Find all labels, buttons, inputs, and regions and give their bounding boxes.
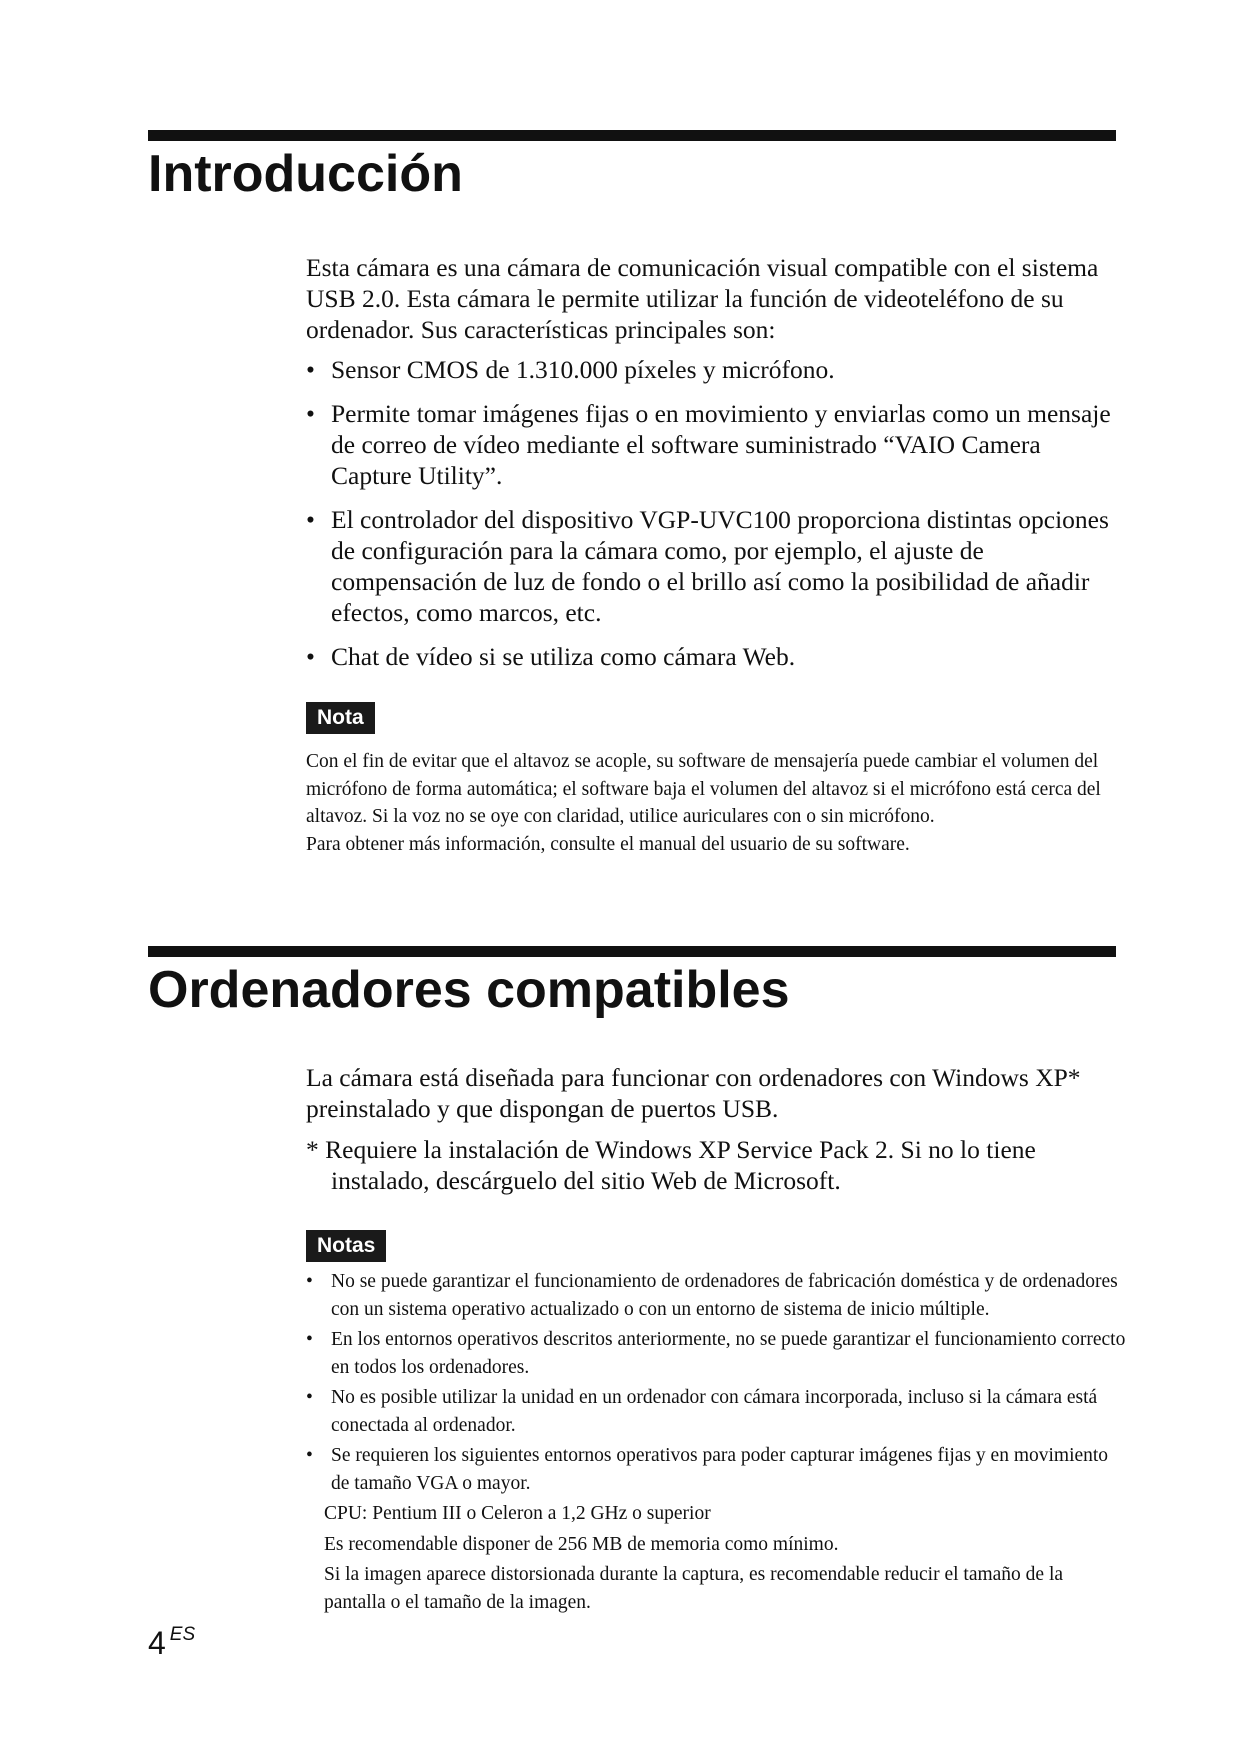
compat-paragraph: La cámara está diseñada para funcionar con ordenadores con Windows XP* preinstalado y que dispongan de puertos USB. xyxy=(306,1063,1081,1123)
note-text: Con el fin de evitar que el altavoz se acople, su software de mensajería puede cambiar el volumen del micrófono de forma automática; el software baja el volumen del altavoz si el micrófono está cerca del altavoz. Si la voz no se oye con claridad, utilice auriculares con o sin micrófono. xyxy=(306,751,1101,827)
note-label: Nota xyxy=(306,702,375,734)
notes-label: Notas xyxy=(306,1230,386,1262)
list-item: • El controlador del dispositivo VGP-UVC100 proporciona distintas opciones de configuración para la cámara como, por ejemplo, el ajuste de compensación de luz de fondo o el brillo así como la posibilidad de añadir efectos, como marcos, etc. xyxy=(306,504,1126,628)
page-number-value: 4 xyxy=(148,1625,166,1661)
list-item: • No se puede garantizar el funcionamiento de ordenadores de fabricación doméstica y de ordenadores con un sistema operativo actualizado o con un entorno de sistema de inicio múltiple. xyxy=(306,1268,1126,1323)
requirement-memory: Es recomendable disponer de 256 MB de memoria como mínimo. xyxy=(324,1533,839,1555)
section-title-compat: Ordenadores compatibles xyxy=(148,961,790,1019)
requirement-cpu: CPU: Pentium III o Celeron a 1,2 GHz o superior xyxy=(324,1503,711,1524)
requirement-image-size: Si la imagen aparece distorsionada durante la captura, es recomendable reducir el tamaño de la pantalla o el tamaño de la imagen. xyxy=(324,1564,1064,1613)
intro-paragraph: Esta cámara es una cámara de comunicación visual compatible con el sistema USB 2.0. Esta cámara le permite utilizar la función de videoteléfono de su ordenador. Sus características principales son: xyxy=(306,253,1099,344)
intro-feature-list xyxy=(306,354,1126,672)
intro-content xyxy=(306,252,1126,672)
section-rule-intro xyxy=(148,130,1116,141)
compat-notes-box xyxy=(306,1230,1126,1616)
intro-note-box xyxy=(306,702,1126,858)
section-title-intro: Introducción xyxy=(148,145,463,203)
note-text-more-info: Para obtener más información, consulte el manual del usuario de su software. xyxy=(306,833,910,855)
section-rule-compat xyxy=(148,946,1116,957)
compat-footnote: * Requiere la instalación de Windows XP Service Pack 2. Si no lo tiene instalado, descárguelo del sitio Web de Microsoft. xyxy=(306,1135,1036,1195)
compat-notes-list xyxy=(306,1268,1126,1497)
page-number xyxy=(148,1623,195,1663)
list-item: • Chat de vídeo si se utiliza como cámara Web. xyxy=(306,641,1126,672)
list-item: • Sensor CMOS de 1.310.000 píxeles y micrófono. xyxy=(306,354,1126,385)
page-language-code: ES xyxy=(169,1624,196,1645)
list-item: • No es posible utilizar la unidad en un ordenador con cámara incorporada, incluso si la cámara está conectada al ordenador. xyxy=(306,1384,1126,1439)
list-item: • Se requieren los siguientes entornos operativos para poder capturar imágenes fijas y en movimiento de tamaño VGA o mayor. xyxy=(306,1442,1126,1497)
list-item: • En los entornos operativos descritos anteriormente, no se puede garantizar el funcionamiento correcto en todos los ordenadores. xyxy=(306,1326,1126,1381)
list-item: • Permite tomar imágenes fijas o en movimiento y enviarlas como un mensaje de correo de vídeo mediante el software suministrado “VAIO Camera Capture Utility”. xyxy=(306,398,1126,491)
compat-content xyxy=(306,1062,1126,1196)
